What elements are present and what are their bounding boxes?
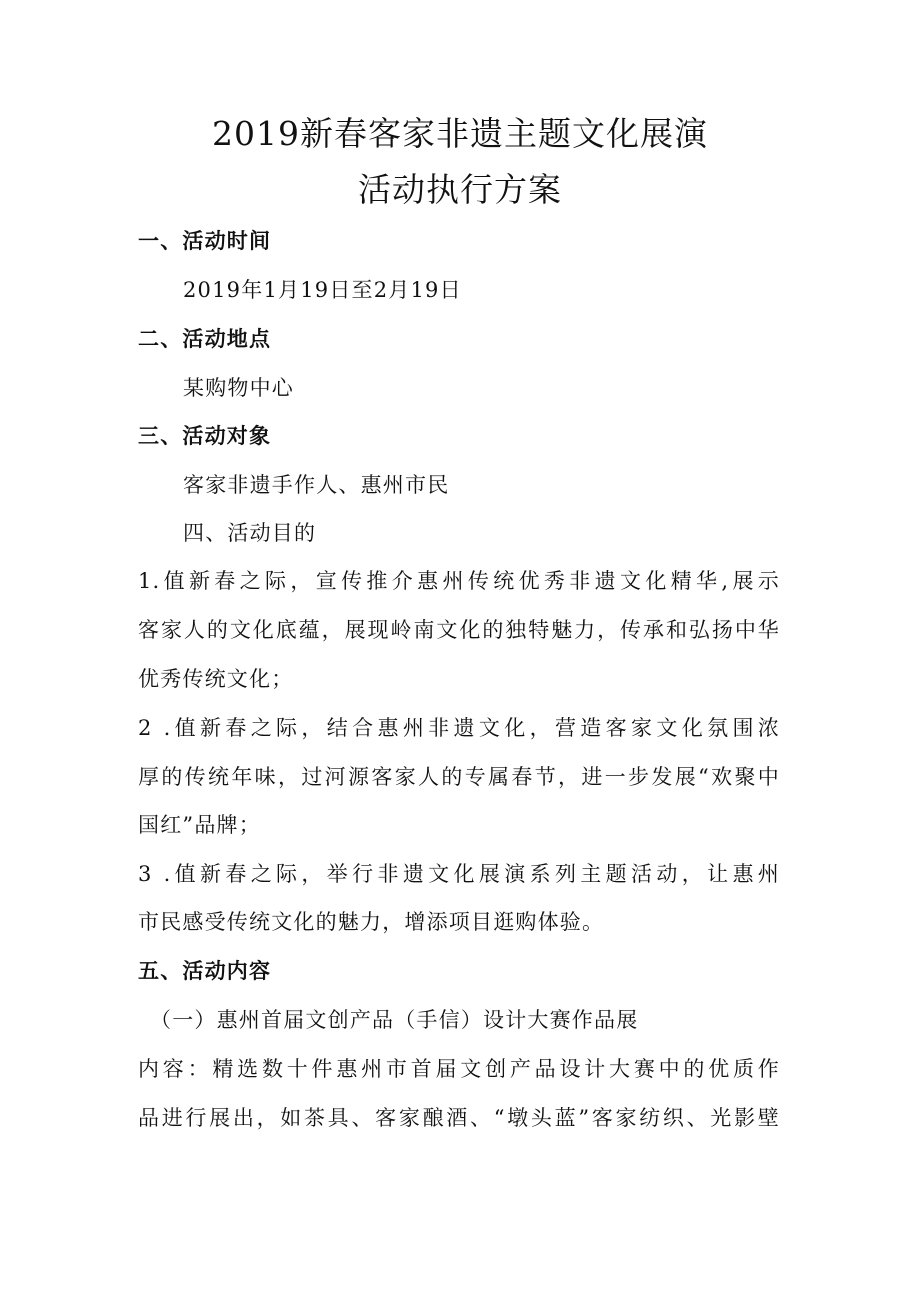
paragraph-target: 客家非遗手作人、惠州市民 — [183, 473, 450, 497]
title-line-2: 活动执行方案 — [358, 170, 562, 209]
goal-2-line-3: 国红”品牌； — [138, 813, 261, 837]
goal-1-line-1: 1.值新春之际，宣传推介惠州传统优秀非遗文化精华,展示 — [138, 569, 780, 593]
section-heading-place: 二、活动地点 — [138, 326, 272, 351]
goal-1-line-3: 优秀传统文化； — [138, 667, 294, 691]
goal-3-line-1: 3 .值新春之际，举行非遗文化展演系列主题活动，让惠州 — [138, 862, 780, 886]
content-subheading-1: （一）惠州首届文创产品（手信）设计大赛作品展 — [150, 1008, 639, 1032]
section-heading-target: 三、活动对象 — [138, 423, 272, 448]
content-text-line-2: 品进行展出，如茶具、客家酿酒、“墩头蓝”客家纺织、光影壁 — [138, 1106, 780, 1130]
goal-3-line-2: 市民感受传统文化的魅力，增添项目逛购体验。 — [138, 910, 605, 934]
section-heading-content: 五、活动内容 — [138, 958, 272, 983]
section-heading-goal: 四、活动目的 — [183, 521, 317, 545]
paragraph-place: 某购物中心 — [183, 376, 294, 400]
content-text-line-1: 内容：精选数十件惠州市首届文创产品设计大赛中的优质作 — [138, 1057, 780, 1081]
goal-2-line-1: 2 .值新春之际，结合惠州非遗文化，营造客家文化氛围浓 — [138, 716, 780, 740]
goal-1-line-2: 客家人的文化底蕴，展现岭南文化的独特魅力，传承和弘扬中华 — [138, 618, 780, 642]
title-line-1: 2019新春客家非遗主题文化展演 — [212, 114, 708, 153]
paragraph-time: 2019年1月19日至2月19日 — [183, 278, 462, 302]
section-heading-time: 一、活动时间 — [138, 228, 272, 253]
goal-2-line-2: 厚的传统年味，过河源客家人的专属春节，进一步发展“欢聚中 — [138, 765, 780, 789]
